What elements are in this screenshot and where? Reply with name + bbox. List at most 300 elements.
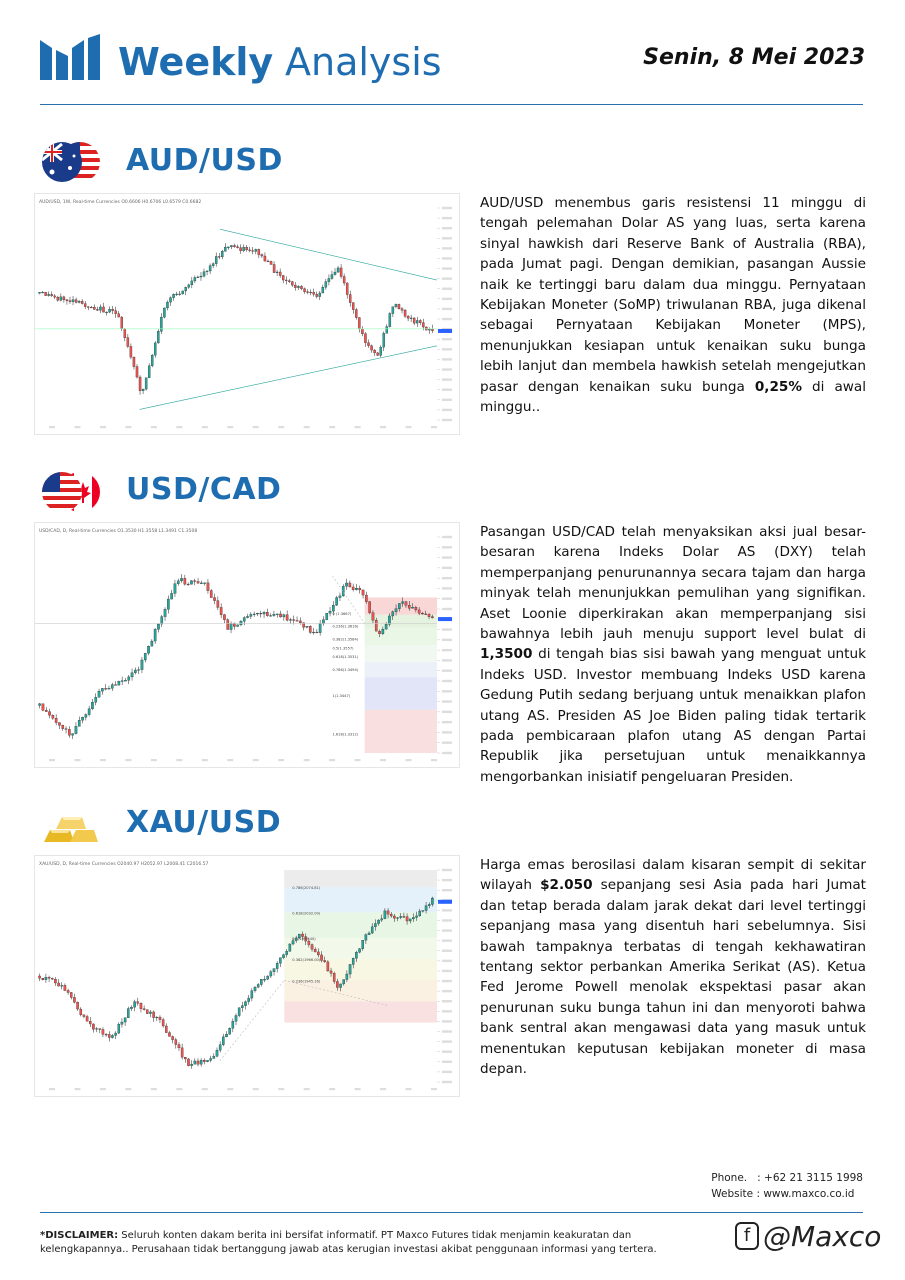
candle-body (230, 624, 232, 630)
candle-body (108, 1034, 110, 1037)
x-tick-label (329, 759, 335, 761)
candle-body (279, 614, 281, 617)
candle-body (167, 599, 169, 609)
y-tick-label (442, 742, 452, 744)
y-tick-label (442, 731, 452, 733)
candle-body (282, 276, 284, 281)
candle-body (392, 612, 394, 616)
candle-body (108, 688, 110, 689)
fib-label: 0.5(1.3557) (332, 646, 354, 651)
y-tick-label (442, 909, 452, 911)
candle-body (256, 613, 258, 614)
x-tick-label (74, 1088, 80, 1090)
candle-body (285, 280, 287, 281)
disclaimer (40, 1229, 720, 1257)
candle-body (184, 578, 186, 584)
x-tick-label (304, 1088, 310, 1090)
candle-body (419, 911, 421, 916)
candle-body (45, 710, 47, 711)
candle-body (260, 979, 262, 984)
disclaimer-label: *DISCLAIMER: (40, 1230, 119, 1241)
x-tick-label (253, 759, 259, 761)
candle-body (336, 982, 338, 988)
candle-body (227, 247, 229, 248)
social-brand[interactable] (735, 1218, 881, 1253)
candle-body (279, 958, 281, 963)
candle-body (111, 685, 113, 689)
candle-body (85, 715, 87, 718)
candle-body (233, 245, 235, 246)
candle-body (55, 718, 57, 722)
footer-divider (40, 1212, 863, 1213)
candle-body (115, 311, 117, 314)
y-tick-label (442, 237, 452, 239)
candle-body (253, 614, 255, 615)
candle-body (425, 614, 427, 615)
candle-body (67, 990, 69, 992)
candle-body (60, 297, 62, 300)
x-tick-label (151, 759, 157, 761)
candle-body (182, 291, 184, 294)
candle-body (54, 979, 56, 983)
candle-body (303, 289, 305, 292)
candle-body (386, 327, 388, 334)
candle-body (161, 617, 163, 624)
candle-body (210, 1059, 212, 1061)
candle-body (62, 725, 64, 728)
candle-body (57, 297, 59, 300)
candle-body (83, 1015, 85, 1017)
candle-body (133, 357, 135, 366)
x-tick-label (227, 426, 233, 428)
candle-body (377, 920, 379, 923)
candle-body (91, 702, 93, 709)
candle-body (343, 276, 345, 283)
candle-body (319, 624, 321, 633)
fib-label: 0.236(1945.16) (292, 979, 321, 984)
y-tick-label (442, 308, 452, 310)
trend-line (220, 229, 437, 280)
fib-label: 0.5(1999.40) (292, 936, 316, 941)
y-tick-label (442, 1081, 452, 1083)
y-tick-label (442, 711, 452, 713)
gold-bars-icon (40, 802, 102, 844)
candle-body (142, 389, 144, 391)
candle-body (101, 688, 103, 691)
candle-body (299, 621, 301, 623)
section-title-aud-usd: AUD/USD (126, 143, 283, 178)
website-link[interactable]: : www.maxco.co.id (756, 1188, 855, 1200)
candle-body (157, 331, 159, 343)
y-tick-label (442, 919, 452, 921)
candle-body (45, 977, 47, 979)
candle-body (340, 268, 342, 277)
x-tick-label (227, 1088, 233, 1090)
x-tick-label (431, 426, 437, 428)
candle-body (352, 587, 354, 590)
x-tick-label (329, 1088, 335, 1090)
y-tick-label (442, 639, 452, 641)
candle-body (342, 586, 344, 596)
candle-body (200, 276, 202, 277)
candle-body (58, 723, 60, 726)
candle-body (162, 1020, 164, 1026)
candle-body (251, 991, 253, 998)
x-tick-label (202, 1088, 208, 1090)
candle-body (334, 272, 336, 274)
x-tick-label (278, 426, 284, 428)
candle-body (51, 978, 53, 979)
candle-body (169, 298, 171, 302)
y-tick-label (442, 970, 452, 972)
x-tick-label (151, 426, 157, 428)
candle-body (137, 1002, 139, 1004)
candle-body (431, 329, 433, 331)
xau-usd-chart (34, 855, 460, 1097)
candle-body (273, 969, 275, 972)
candle-body (213, 1056, 215, 1058)
y-tick-label (442, 399, 452, 401)
candle-body (415, 916, 417, 918)
usd-cad-chart (34, 522, 460, 768)
y-tick-label (442, 1030, 452, 1032)
x-tick-label (355, 426, 361, 428)
candle-body (124, 329, 126, 338)
candle-body (311, 945, 313, 950)
candle-body (98, 691, 100, 697)
y-tick-label (442, 207, 452, 209)
candle-body (405, 602, 407, 606)
candle-body (297, 286, 299, 287)
candle-body (203, 583, 205, 584)
candle-body (229, 1028, 231, 1034)
x-tick-label (74, 759, 80, 761)
y-tick-label (442, 587, 452, 589)
candle-body (42, 704, 44, 711)
y-tick-label (442, 227, 452, 229)
y-tick-label (442, 1010, 452, 1012)
candle-body (118, 681, 120, 685)
x-tick-label (227, 759, 233, 761)
candle-body (164, 609, 166, 616)
candle-body (156, 1017, 158, 1018)
y-tick-label (442, 389, 452, 391)
candle-body (252, 251, 254, 252)
aud-usd-text-1: AUD/USD menembus garis resistensi 11 minggu di tengah pelemahan Dolar AS yang luas, serta karena sinyal hawkish dari Reserve Bank of Australia (RBA), pada Jumat pagi. Dengan demikian, pasangan Aussie naik ke tertinggi baru dalam dua minggu. Pernyataan Kebijakan Moneter (SoMP) triwulanan RBA, juga dikenal sebagai Pernyataan Kebijakan Moneter (MPS), menunjukkan kesiapan untuk kenaikan suku bunga lebih lanjut dan membela hawkish setelah mengejutkan pasar dengan kenaikan suku bunga (480, 195, 866, 395)
candle-body (219, 1045, 221, 1050)
candle-body (365, 595, 367, 602)
y-tick-label (442, 929, 452, 931)
candle-body (282, 955, 284, 958)
candle-body (339, 984, 341, 988)
candle-body (86, 1016, 88, 1021)
candle-body (210, 591, 212, 598)
chart-header: AUD/USD, 1W, Real-time Currencies O0.6606 H0.6706 L0.6579 C0.6682 (39, 200, 202, 205)
candle-body (188, 285, 190, 287)
candle-body (267, 976, 269, 979)
candle-body (78, 301, 80, 302)
candle-body (84, 304, 86, 307)
phone-value: : +62 21 3115 1998 (757, 1172, 863, 1184)
candle-body (115, 1033, 117, 1035)
y-tick-label (442, 889, 452, 891)
candle-body (137, 670, 139, 671)
candle-body (176, 294, 178, 295)
candle-body (154, 629, 156, 641)
x-tick-label (406, 759, 412, 761)
candle-body (383, 333, 385, 347)
fib-label: 0.786(1.3494) (332, 667, 359, 672)
fib-label: 1(1.3447) (332, 693, 351, 698)
candle-body (312, 632, 314, 633)
candle-body (425, 906, 427, 911)
candle-body (375, 620, 377, 631)
usd-cad-text-2: di tengah bias sisi bawah yang menguat untuk Indeks USD. Investor membuang Indeks USD karena Gedung Putih sedang berjuang untuk menaikkan plafon utang AS. Presiden AS Joe Biden paling tidak tertarik pada pembicaraan plafon utang AS dengan Partai Republik jika persetujuan untuk menaikkannya mengorbankan inisiatif pengeluaran Presiden. (480, 646, 866, 785)
y-tick-label (442, 257, 452, 259)
y-tick-label (442, 598, 452, 600)
candle-body (246, 616, 248, 617)
candle-body (388, 616, 390, 624)
y-tick-label (442, 960, 452, 962)
candle-body (48, 712, 50, 716)
fib-label: 1.618(1.3312) (332, 732, 359, 737)
candle-body (306, 626, 308, 627)
x-tick-label (176, 426, 182, 428)
y-tick-label (442, 368, 452, 370)
x-tick-label (202, 759, 208, 761)
candle-body (151, 355, 153, 366)
candle-body (151, 641, 153, 646)
candle-body (236, 247, 238, 248)
x-tick-label (355, 1088, 361, 1090)
candle-body (71, 734, 73, 736)
candle-body (345, 583, 347, 586)
candle-body (349, 295, 351, 303)
candle-body (289, 944, 291, 951)
y-tick-label (442, 1061, 452, 1063)
x-tick-label (406, 1088, 412, 1090)
candle-body (181, 1048, 183, 1057)
candle-body (184, 1057, 186, 1059)
candle-body (111, 1035, 113, 1037)
y-tick-label (442, 378, 452, 380)
candle-body (139, 377, 141, 391)
y-tick-label (442, 567, 452, 569)
candle-body (109, 309, 111, 312)
x-tick-label (100, 759, 106, 761)
candle-body (428, 904, 430, 905)
y-tick-label (442, 659, 452, 661)
candle-body (270, 261, 272, 264)
candle-body (337, 268, 339, 272)
y-tick-label (442, 721, 452, 723)
candle-body (114, 685, 116, 686)
x-tick-label (100, 1088, 106, 1090)
candle-body (329, 611, 331, 613)
candle-body (264, 256, 266, 261)
candle-body (244, 1002, 246, 1006)
x-tick-label (125, 426, 131, 428)
candle-body (124, 1018, 126, 1022)
candle-body (346, 283, 348, 295)
candle-body (179, 294, 181, 295)
candle-body (249, 250, 251, 251)
candle-body (309, 626, 311, 632)
y-tick-label (442, 536, 452, 538)
page-title-bold: Weekly (118, 40, 274, 84)
candle-body (153, 1012, 155, 1018)
candle-body (422, 910, 424, 911)
candle-body (361, 329, 363, 334)
candle-body (355, 310, 357, 318)
y-tick-label (442, 990, 452, 992)
candle-body (102, 307, 104, 312)
candle-body (400, 916, 402, 917)
candle-body (200, 583, 202, 584)
candle-body (339, 596, 341, 598)
candle-body (359, 588, 361, 590)
candle-body (185, 287, 187, 291)
candle-body (396, 918, 398, 919)
fib-zone (365, 677, 437, 709)
candle-body (160, 317, 162, 331)
xau-usd-text-bold: $2.050 (540, 877, 593, 894)
candle-body (203, 272, 205, 276)
candle-body (408, 605, 410, 608)
candle-body (328, 279, 330, 282)
candle-body (215, 256, 217, 263)
candle-body (197, 1061, 199, 1064)
candle-body (72, 300, 74, 302)
fib-label: 0.382(1966.00) (292, 958, 321, 963)
candle-body (105, 312, 107, 313)
fib-label: 0.786(2074.81) (292, 886, 321, 891)
candle-body (64, 985, 66, 990)
website-label: Website (711, 1188, 754, 1200)
facebook-icon[interactable]: f (735, 1222, 759, 1250)
header-divider (40, 104, 863, 105)
candle-body (254, 987, 256, 991)
chart-header: XAU/USD, D, Real-time Currencies O2040.97 H2052.97 L2008.41 C2016.57 (39, 862, 209, 867)
candle-body (380, 347, 382, 355)
candle-body (76, 1002, 78, 1009)
candle-body (197, 277, 199, 278)
candle-body (127, 1009, 129, 1018)
aud-usd-paragraph (480, 193, 866, 417)
x-tick-label (431, 1088, 437, 1090)
candle-body (206, 1060, 208, 1061)
candle-body (401, 309, 403, 310)
candle-body (411, 607, 413, 608)
candle-body (431, 898, 433, 904)
candle-body (177, 581, 179, 584)
x-tick-label (100, 426, 106, 428)
candle-body (377, 353, 379, 355)
y-tick-label (442, 649, 452, 651)
candle-body (406, 917, 408, 921)
candle-body (352, 303, 354, 310)
candle-body (121, 317, 123, 329)
candle-body (180, 578, 182, 580)
candle-body (131, 673, 133, 677)
y-tick-label (442, 700, 452, 702)
x-tick-label (125, 759, 131, 761)
candle-body (335, 598, 337, 606)
x-tick-label (304, 759, 310, 761)
x-tick-label (380, 1088, 386, 1090)
y-tick-label (442, 577, 452, 579)
candle-body (370, 346, 372, 350)
candle-body (261, 255, 263, 256)
candle-body (331, 275, 333, 279)
x-tick-label (380, 759, 386, 761)
candle-body (385, 624, 387, 629)
candle-body (213, 598, 215, 601)
candle-body (407, 316, 409, 318)
fib-label: 0.236(1.3616) (332, 624, 359, 629)
fib-zone (284, 959, 437, 980)
candle-body (96, 309, 98, 310)
candle-body (267, 261, 269, 262)
candle-body (92, 1024, 94, 1029)
candle-body (121, 1022, 123, 1024)
candle-body (52, 715, 54, 718)
candle-body (250, 614, 252, 616)
usd-cad-text-1: Pasangan USD/CAD telah menyaksikan aksi jual besar-besaran karena Indeks Dolar AS (DXY) telah memperpanjang penurunannya secara tajam dan harga minyak telah menunjukkan pemulihan yang signifikan. Aset Loonie diperkirakan akan memperpanjang sisi bawahnya lebih jauh menuju support level bulat di (480, 524, 866, 643)
candle-body (206, 271, 208, 272)
candle-body (296, 620, 298, 621)
candle-body (243, 618, 245, 622)
candle-body (78, 720, 80, 726)
candle-body (330, 971, 332, 973)
candle-body (387, 911, 389, 914)
candle-body (371, 927, 373, 933)
candle-body (128, 677, 130, 680)
chart-header: USD/CAD, D, Real-time Currencies O1.3530 H1.3558 L1.3491 C1.3508 (39, 529, 198, 534)
candle-body (322, 620, 324, 624)
candle-body (212, 264, 214, 266)
candle-body (313, 292, 315, 294)
candle-body (127, 338, 129, 347)
candle-body (307, 292, 309, 293)
candle-body (163, 308, 165, 317)
candle-body (93, 307, 95, 309)
candle-body (362, 940, 364, 949)
candle-body (61, 985, 63, 986)
xau-usd-paragraph (480, 855, 866, 1079)
candle-body (266, 612, 268, 615)
y-tick-label (442, 1020, 452, 1022)
candle-body (258, 249, 260, 254)
candle-body (216, 1050, 218, 1056)
candle-body (124, 680, 126, 681)
candle-body (349, 583, 351, 587)
aud-usd-text-2: di awal minggu.. (480, 378, 866, 416)
candle-body (294, 285, 296, 288)
fib-zone (365, 645, 437, 662)
candle-body (431, 617, 433, 618)
candle-body (143, 1009, 145, 1010)
candle-body (332, 605, 334, 611)
x-tick-label (49, 1088, 55, 1090)
x-tick-label (49, 426, 55, 428)
candle-body (147, 646, 149, 653)
candle-body (102, 1029, 104, 1034)
candle-body (293, 620, 295, 621)
fib-zone (284, 938, 437, 959)
candle-body (325, 282, 327, 288)
candle-body (70, 992, 72, 997)
